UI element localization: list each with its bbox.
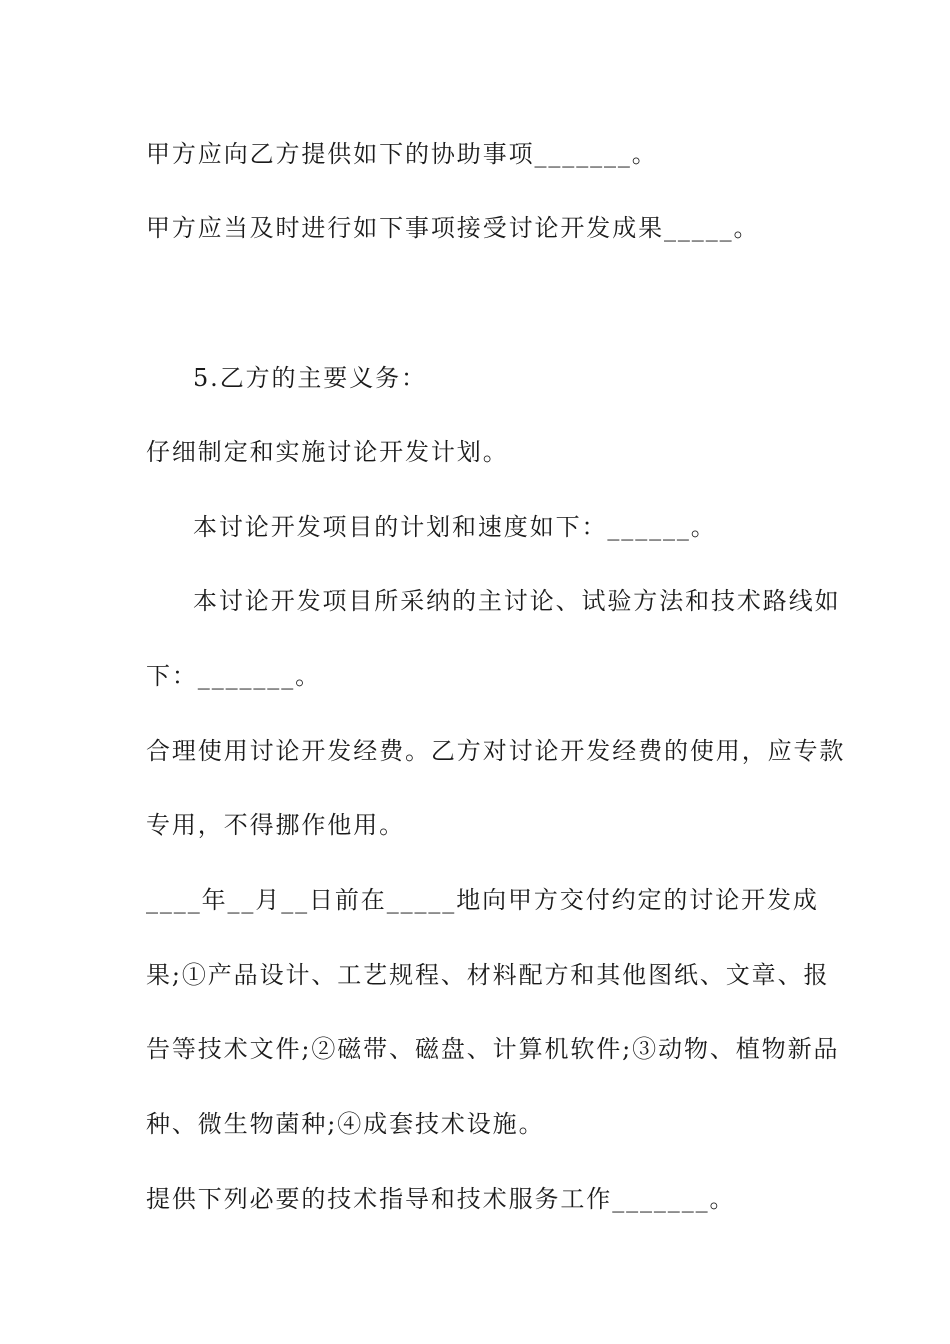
paragraph-line: 仔细制定和实施讨论开发计划。 xyxy=(146,438,509,466)
paragraph-line: 果;①产品设计、工艺规程、材料配方和其他图纸、文章、报 xyxy=(146,961,830,989)
section-heading: 5.乙方的主要义务： xyxy=(193,364,427,392)
paragraph-line: 专用，不得挪作他用。 xyxy=(146,811,405,839)
paragraph-line: ____年__月__日前在_____地向甲方交付约定的讨论开发成 xyxy=(146,886,819,914)
paragraph-line: 本讨论开发项目的计划和速度如下：______。 xyxy=(193,513,717,541)
paragraph-line: 下：_______。 xyxy=(146,662,321,690)
paragraph-line: 甲方应向乙方提供如下的协助事项_______。 xyxy=(146,140,658,168)
paragraph-line: 合理使用讨论开发经费。乙方对讨论开发经费的使用，应专款 xyxy=(146,737,846,765)
paragraph-line: 本讨论开发项目所采纳的主讨论、试验方法和技术路线如 xyxy=(193,587,841,615)
paragraph-line: 告等技术文件;②磁带、磁盘、计算机软件;③动物、植物新品 xyxy=(146,1035,840,1063)
paragraph-line: 甲方应当及时进行如下事项接受讨论开发成果_____。 xyxy=(146,214,760,242)
paragraph-line: 提供下列必要的技术指导和技术服务工作_______。 xyxy=(146,1185,736,1213)
paragraph-line: 种、微生物菌种;④成套技术设施。 xyxy=(146,1110,545,1138)
